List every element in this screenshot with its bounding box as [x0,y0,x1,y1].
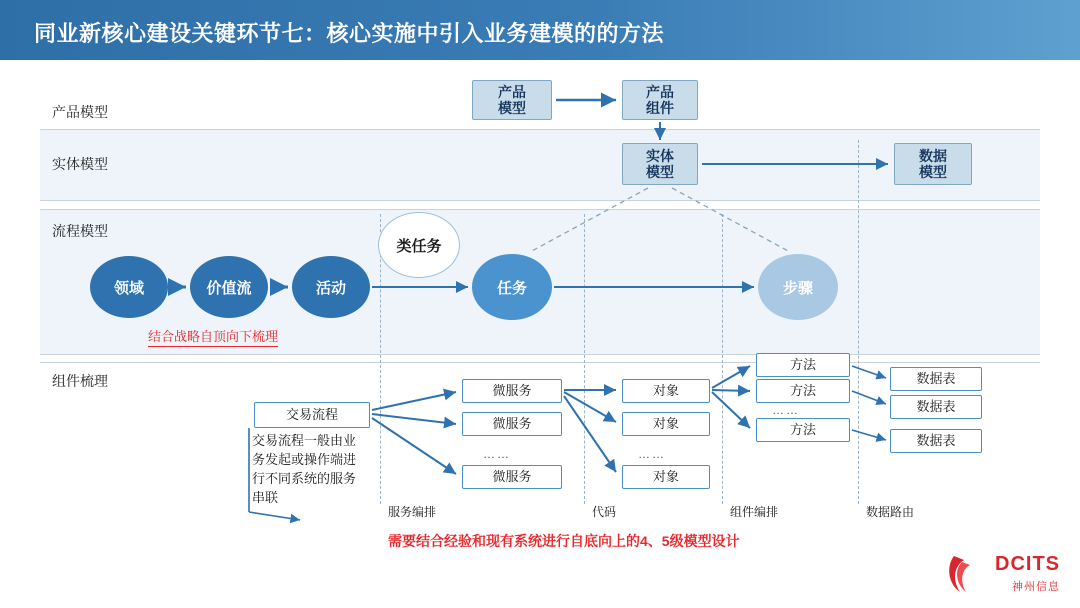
trade-flow-note: 交易流程一般由业务发起或操作端进行不同系统的服务串联 [252,433,357,505]
slide-header [0,0,1080,60]
entity-model-box-line2: 模型 [646,164,674,180]
row-label-product-model: 产品模型 [52,104,108,120]
process-node-step[interactable] [758,254,838,320]
row-label-process-model: 流程模型 [52,223,108,239]
object-box-3[interactable] [622,465,710,489]
product-model-box-line2: 模型 [498,100,526,116]
process-node-domain-label: 领域 [113,279,144,297]
product-component-box-line1: 产品 [646,83,674,100]
guide-line-3 [722,214,723,504]
method-box-2[interactable] [756,379,850,403]
process-node-activity[interactable] [292,256,370,318]
method-box-3[interactable] [756,418,850,442]
object-box-1[interactable] [622,379,710,403]
product-component-box-line2: 组件 [646,100,674,116]
caption-data-routing: 数据路由 [866,505,915,519]
process-node-class-task-label: 类任务 [396,237,442,255]
object-box-3-label: 对象 [652,468,679,484]
process-node-activity-label: 活动 [315,279,346,297]
process-node-domain[interactable] [90,256,168,318]
data-model-box-line2: 模型 [919,164,947,180]
process-row-note: 结合战略自顶向下梳理 [148,326,278,347]
data-model-box[interactable] [894,143,972,185]
guide-line-4 [858,140,859,504]
caption-component-orchestration: 组件编排 [730,505,779,519]
object-ellipsis: …… [638,447,666,461]
microservice-ellipsis: …… [483,447,511,461]
divider-4 [40,354,1040,355]
method-box-1[interactable] [756,353,850,377]
microservice-box-3[interactable] [462,465,562,489]
method-ellipsis: …… [772,403,800,417]
divider-5 [40,362,1040,363]
table-box-1-label: 数据表 [916,370,956,386]
trade-flow-box[interactable] [254,402,370,428]
method-box-3-label: 方法 [789,421,816,437]
process-node-task[interactable] [472,254,552,320]
object-box-2-label: 对象 [652,415,679,431]
microservice-box-1[interactable] [462,379,562,403]
table-box-1[interactable] [890,367,982,391]
microservice-box-3-label: 微服务 [492,468,532,484]
divider-2 [40,200,1040,201]
guide-line-2 [584,214,585,504]
method-box-1-label: 方法 [789,356,816,372]
microservice-box-2[interactable] [462,412,562,436]
caption-service-orchestration: 服务编排 [388,505,437,519]
table-box-2[interactable] [890,395,982,419]
object-box-2[interactable] [622,412,710,436]
table-box-3[interactable] [890,429,982,453]
row-label-entity-model: 实体模型 [52,156,108,172]
entity-model-box-line1: 实体 [646,147,674,164]
product-model-box-line1: 产品 [498,83,526,100]
process-node-value-stream-label: 价值流 [206,279,252,297]
product-component-box[interactable] [622,80,698,120]
microservice-box-2-label: 微服务 [492,415,532,431]
entity-row-band [40,130,1040,200]
logo-subtitle: 神州信息 [1012,581,1060,593]
process-node-value-stream[interactable] [190,256,268,318]
data-model-box-line1: 数据 [919,147,947,164]
entity-model-box[interactable] [622,143,698,185]
row-label-component-sort: 组件梳理 [52,373,108,389]
product-model-box[interactable] [472,80,552,120]
page-title: 同业新核心建设关键环节七：核心实施中引入业务建模的的方法 [34,21,665,46]
trade-flow-box-label: 交易流程 [285,406,338,422]
caption-code: 代码 [592,505,617,519]
process-node-step-label: 步骤 [782,279,813,297]
table-box-2-label: 数据表 [916,398,956,414]
microservice-box-1-label: 微服务 [492,382,532,398]
logo-brand: DCITS [995,553,1060,575]
divider-3 [40,209,1040,210]
method-box-2-label: 方法 [789,382,816,398]
component-row-bottom-note: 需要结合经验和现有系统进行自底向上的4、5级模型设计 [388,533,740,549]
divider-1 [40,129,1040,130]
process-node-class-task[interactable] [378,212,460,278]
table-box-3-label: 数据表 [916,432,956,448]
process-node-task-label: 任务 [496,279,527,297]
object-box-1-label: 对象 [652,382,679,398]
